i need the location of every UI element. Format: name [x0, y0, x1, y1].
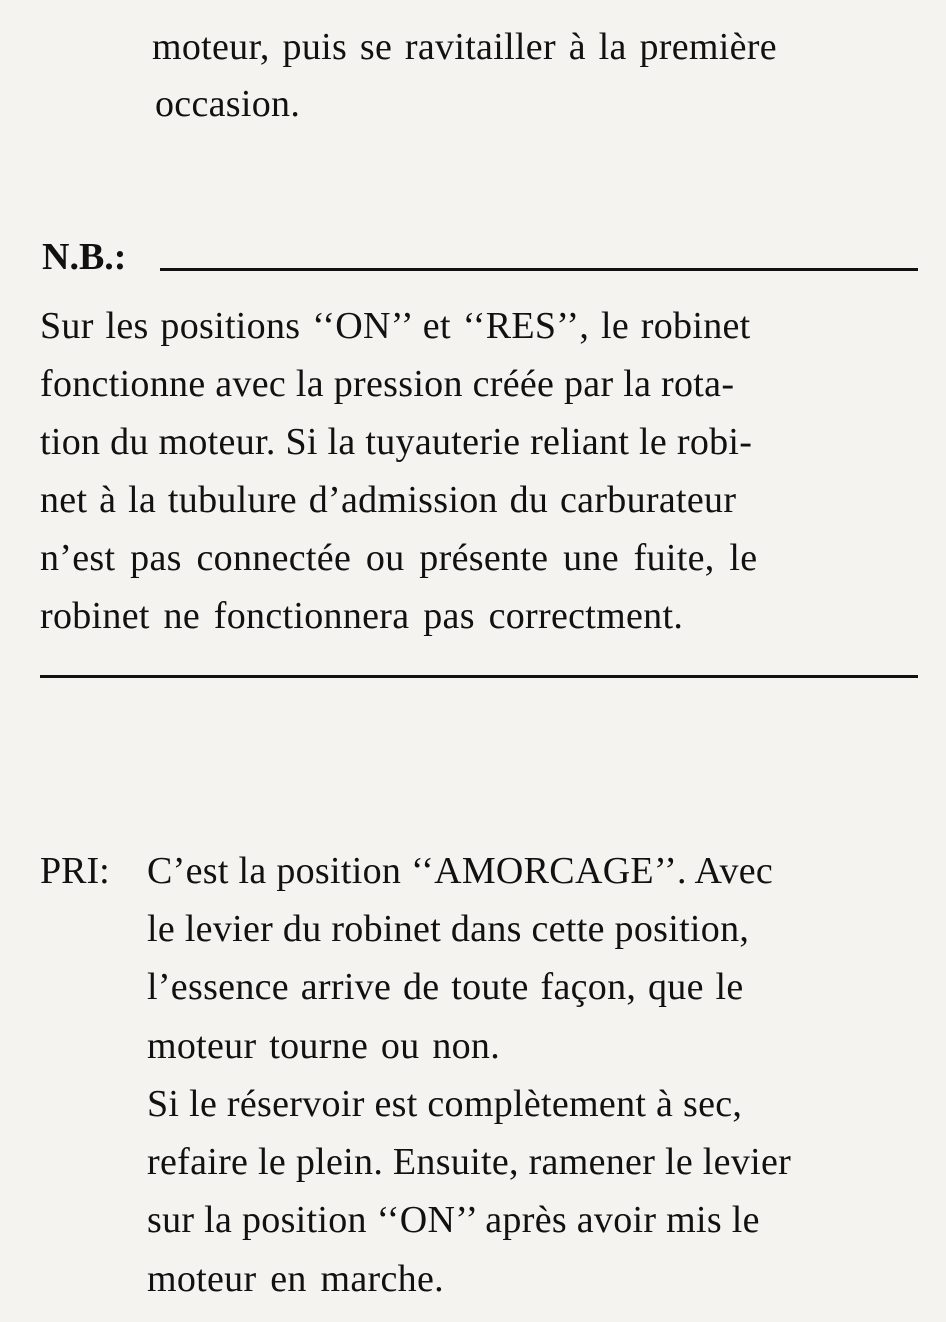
pri-line-4: moteur tourne ou non. — [147, 1025, 501, 1067]
nb-label: N.B.: — [42, 236, 127, 278]
nb-line-1: Sur les positions ‘‘ON’’ et ‘‘RES’’, le robinet — [40, 305, 751, 347]
intro-line-2: occasion. — [155, 83, 301, 125]
nb-line-3: tion du moteur. Si la tuyauterie reliant le robi- — [40, 421, 753, 463]
pri-line-1: C’est la position ‘‘AMORCAGE’’. Avec — [147, 850, 774, 892]
pri-line-8: moteur en marche. — [147, 1258, 444, 1300]
pri-line-5: Si le réservoir est complètement à sec, — [147, 1083, 743, 1125]
pri-line-6: refaire le plein. Ensuite, ramener le levier — [147, 1141, 792, 1183]
nb-line-4: net à la tubulure d’admission du carburateur — [40, 479, 737, 521]
pri-label: PRI: — [40, 850, 110, 892]
pri-line-2: le levier du robinet dans cette position, — [147, 908, 750, 950]
intro-line-1: moteur, puis se ravitailler à la première — [152, 26, 777, 68]
nb-bottom-rule — [40, 675, 918, 678]
nb-line-5: n’est pas connectée ou présente une fuite, le — [40, 537, 758, 579]
nb-top-rule — [160, 268, 918, 271]
pri-line-3: l’essence arrive de toute façon, que le — [147, 966, 744, 1008]
nb-line-2: fonctionne avec la pression créée par la rota- — [40, 363, 735, 405]
pri-line-7: sur la position ‘‘ON’’ après avoir mis le — [147, 1199, 760, 1241]
nb-line-6: robinet ne fonctionnera pas correctment. — [40, 595, 684, 637]
